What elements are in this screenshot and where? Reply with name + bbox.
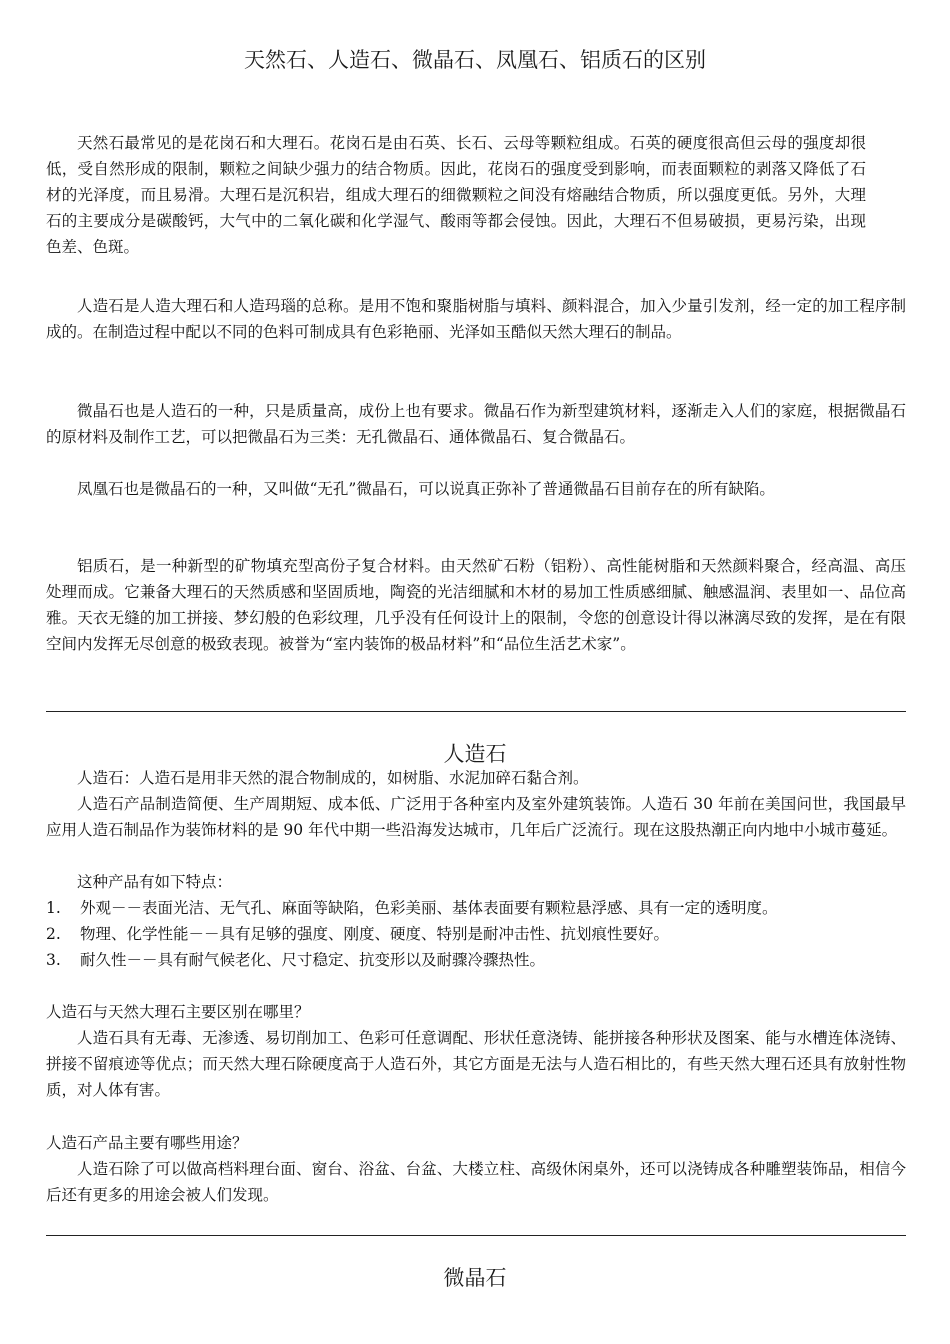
list-item-text: 耐久性－－具有耐气候老化、尺寸稳定、抗变形以及耐骤冷骤热性。	[80, 951, 546, 969]
intro-paragraph-artificial-stone: 人造石是人造大理石和人造玛瑙的总称。是用不饱和聚脂树脂与填料、颜料混合，加入少量引发剂，经一定的加工程序制成的。在制造过程中配以不同的色料可制成具有色彩艳丽、光泽如玉酷似天然大理石的制品。	[46, 297, 906, 341]
intro-paragraph-phoenix-stone: 凤凰石也是微晶石的一种，又叫做“无孔”微晶石，可以说真正弥补了普通微晶石目前存在的所有缺陷。	[77, 480, 775, 498]
answer-difference: 人造石具有无毒、无渗透、易切削加工、色彩可任意调配、形状任意浇铸、能拼接各种形状及图案、能与水槽连体浇铸、拼接不留痕迹等优点；而天然大理石除硬度高于人造石外，其它方面是无法与人造石相比的，有些天然大理石还具有放射性物质，对人体有害。	[46, 1029, 906, 1099]
question-difference: 人造石与天然大理石主要区别在哪里？	[46, 1003, 310, 1021]
list-item	[46, 947, 906, 973]
list-item-number: 2.	[46, 925, 61, 943]
question-uses: 人造石产品主要有哪些用途？	[46, 1134, 248, 1152]
list-item-number: 3.	[46, 951, 61, 969]
list-item-text: 外观－－表面光洁、无气孔、麻面等缺陷，色彩美丽、基体表面要有颗粒悬浮感、具有一定的透明度。	[80, 899, 778, 917]
list-item	[46, 921, 906, 947]
answer-uses: 人造石除了可以做高档料理台面、窗台、浴盆、台盆、大楼立柱、高级休闲桌外，还可以浇铸成各种雕塑装饰品，相信今后还有更多的用途会被人们发现。	[46, 1160, 906, 1204]
list-item-number: 1.	[46, 899, 61, 917]
intro-paragraph-aluminum-stone: 铝质石，是一种新型的矿物填充型高份子复合材料。由天然矿石粉（铝粉）、高性能树脂和天然颜料聚合，经高温、高压处理而成。它兼备大理石的天然质感和坚固质地，陶瓷的光洁细腻和木材的易加工性质感细腻、触感温润、表里如一、品位高雅。天衣无缝的加工拼接、梦幻般的色彩纹理，几乎没有任何设计上的限制，令您的创意设计得以淋漓尽致的发挥，是在有限空间内发挥无尽创意的极致表现。被誉为“室内装饰的极品材料”和“品位生活艺术家”。	[46, 557, 906, 653]
intro-paragraph-microcrystal-stone: 微晶石也是人造石的一种，只是质量高，成份上也有要求。微晶石作为新型建筑材料，逐渐走入人们的家庭，根据微晶石的原材料及制作工艺，可以把微晶石为三类：无孔微晶石、通体微晶石、复合微晶石。	[46, 402, 906, 446]
page-title: 天然石、人造石、微晶石、凤凰石、铝质石的区别	[244, 48, 706, 72]
section-divider	[46, 711, 906, 712]
section-heading-artificial-stone: 人造石	[443, 742, 507, 766]
section-paragraph-history: 人造石产品制造简便、生产周期短、成本低、广泛用于各种室内及室外建筑装饰。人造石 30 年前在美国问世，我国最早应用人造石制品作为装饰材料的是 90 年代中期一些沿海发达城市，几年后广泛流行。现在这股热潮正向内地中小城市蔓延。	[46, 795, 906, 839]
list-item	[46, 895, 906, 921]
intro-paragraph-natural-stone: 天然石最常见的是花岗石和大理石。花岗石是由石英、长石、云母等颗粒组成。石英的硬度很高但云母的强度却很低，受自然形成的限制，颗粒之间缺少强力的结合物质。因此，花岗石的强度受到影响，而表面颗粒的剥落又降低了石材的光泽度，而且易滑。大理石是沉积岩，组成大理石的细微颗粒之间没有熔融结合物质，所以强度更低。另外，大理石的主要成分是碳酸钙，大气中的二氧化碳和化学湿气、酸雨等都会侵蚀。因此，大理石不但易破损，更易污染，出现色差、色斑。	[46, 134, 866, 256]
section-divider	[46, 1235, 906, 1236]
features-intro: 这种产品有如下特点：	[77, 873, 233, 891]
section-paragraph-definition: 人造石：人造石是用非天然的混合物制成的，如树脂、水泥加碎石黏合剂。	[77, 769, 589, 787]
list-item-text: 物理、化学性能－－具有足够的强度、刚度、硬度、特别是耐冲击性、抗划痕性要好。	[80, 925, 670, 943]
section-heading-microcrystal-stone: 微晶石	[443, 1266, 507, 1290]
